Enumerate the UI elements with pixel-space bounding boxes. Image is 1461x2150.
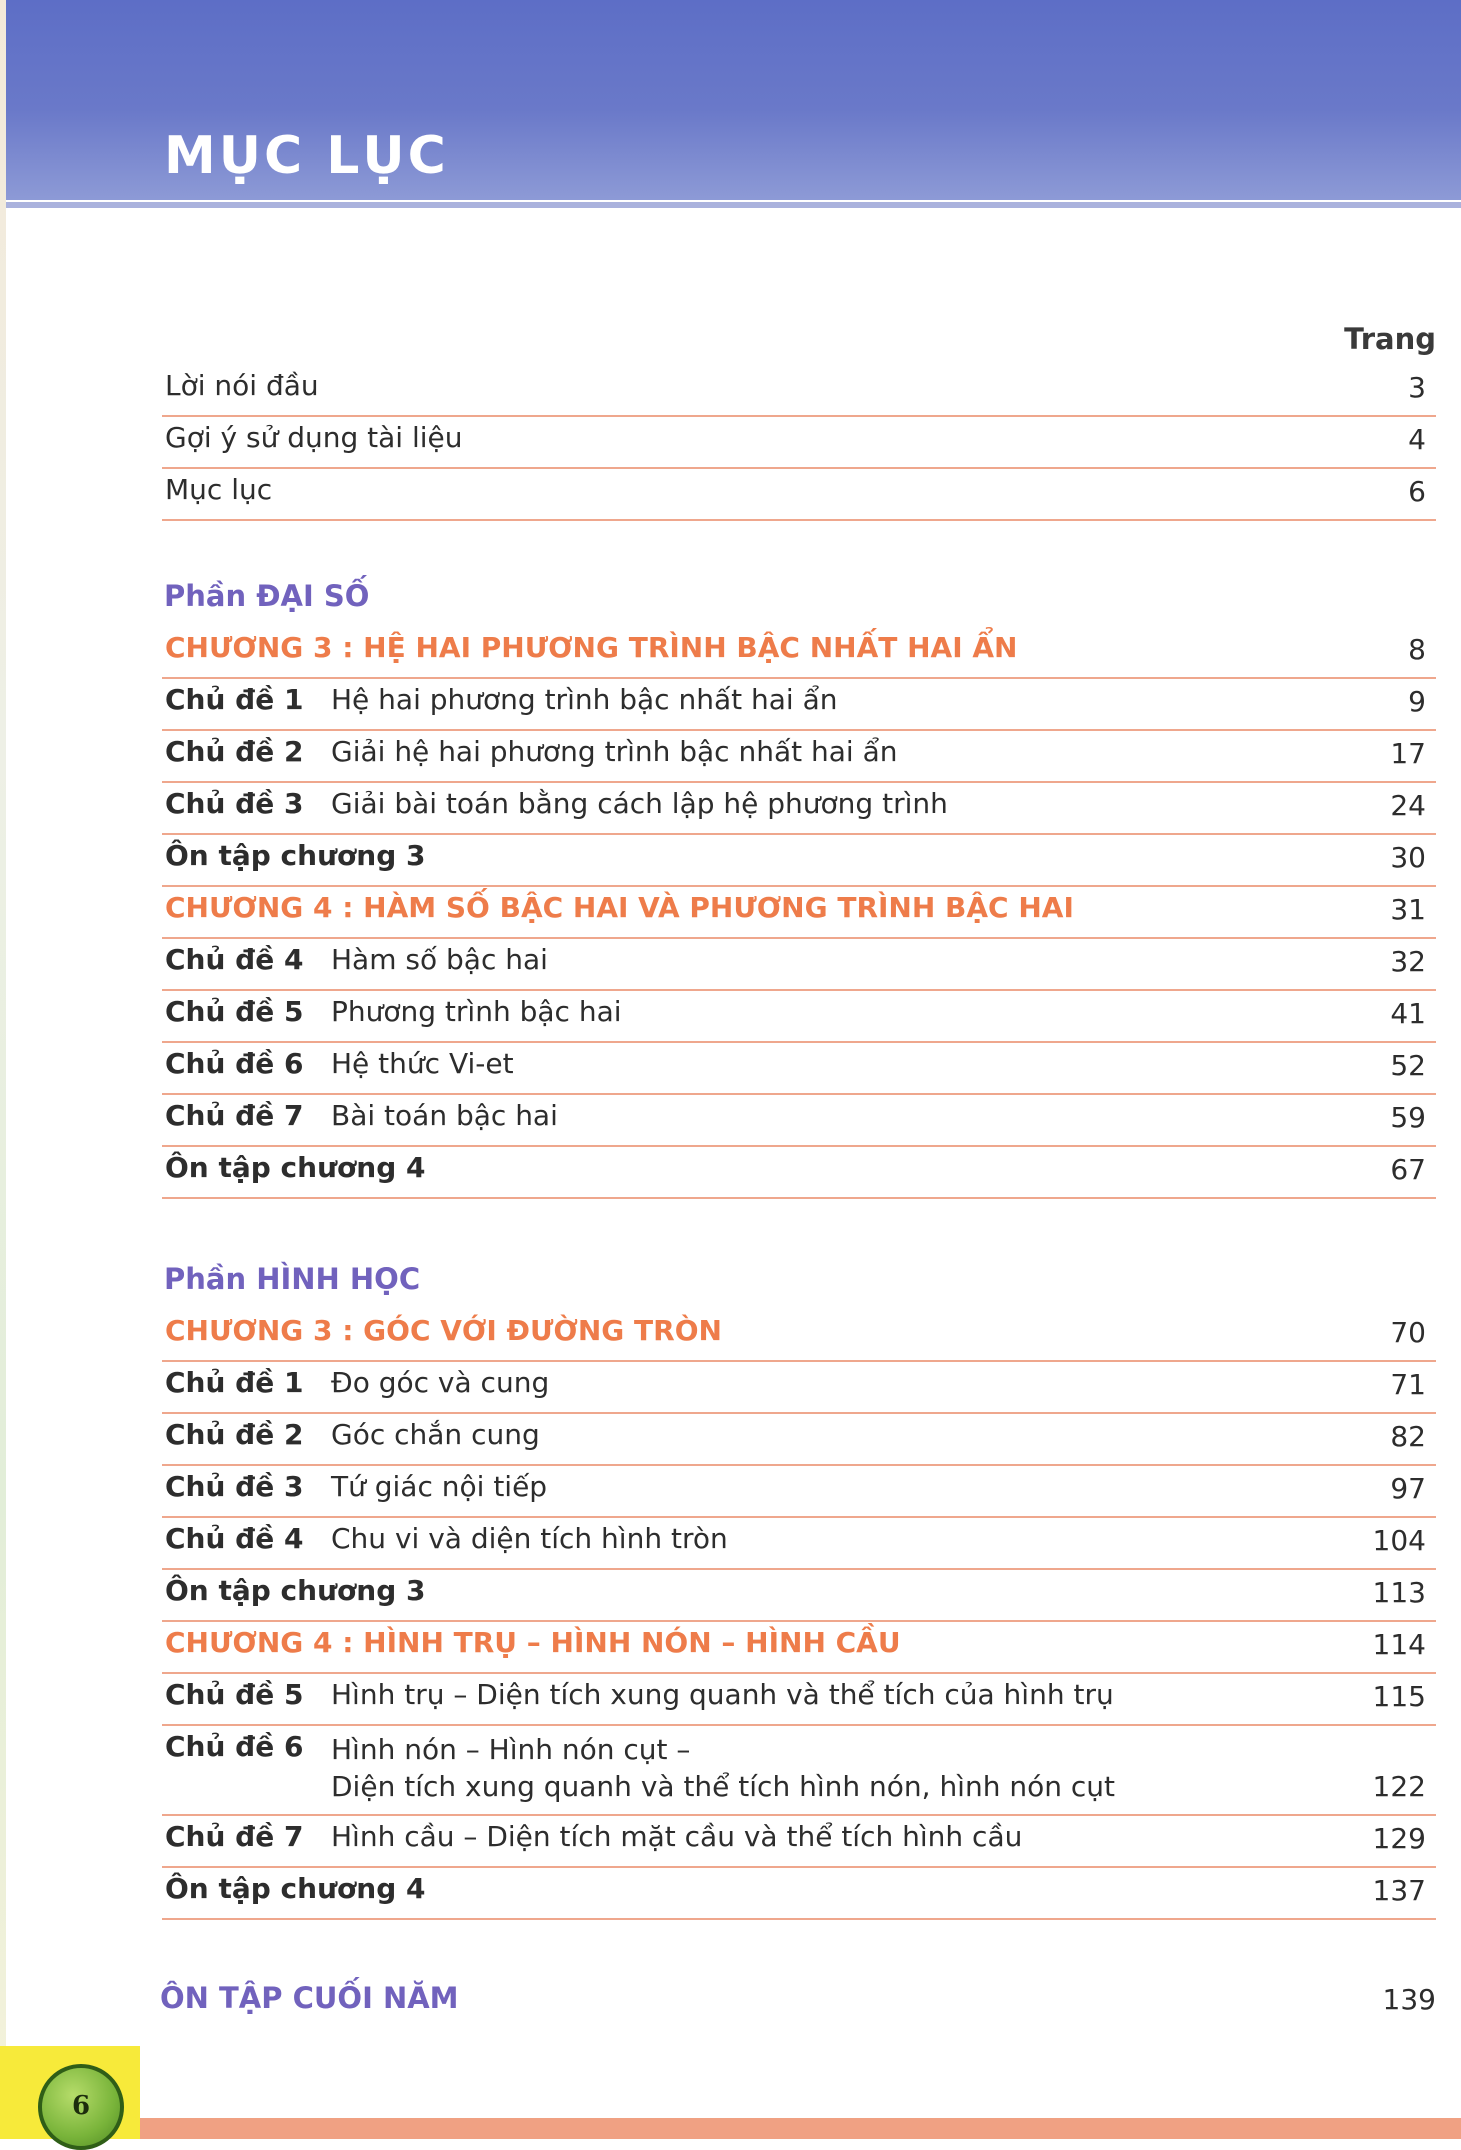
toc-row-topic[interactable] bbox=[162, 1726, 1436, 1816]
toc-row-chapter-review[interactable] bbox=[162, 835, 1436, 887]
chapter-label: CHƯƠNG 3 : GÓC VỚI ĐƯỜNG TRÒN bbox=[165, 1313, 722, 1347]
toc-row-topic[interactable] bbox=[162, 679, 1436, 731]
footer-bar bbox=[140, 2118, 1461, 2139]
toc-row-usage-guide[interactable] bbox=[162, 417, 1436, 469]
entry-page: 114 bbox=[1372, 1627, 1426, 1661]
topic-label: Chủ đề 6 bbox=[165, 1729, 304, 1763]
toc-row-topic[interactable] bbox=[162, 1043, 1436, 1095]
chapter-label: CHƯƠNG 4 : HÀM SỐ BẬC HAI VÀ PHƯƠNG TRÌNH BẬC HAI bbox=[165, 890, 1074, 924]
page-column-label: Trang bbox=[1344, 322, 1436, 356]
page-title: MỤC LỤC bbox=[164, 126, 449, 186]
entry-page: 115 bbox=[1372, 1679, 1426, 1713]
entry-page: 137 bbox=[1372, 1873, 1426, 1907]
topic-label: Chủ đề 2 bbox=[165, 1417, 304, 1451]
topic-label: Chủ đề 3 bbox=[165, 786, 304, 820]
topic-title: Góc chắn cung bbox=[331, 1417, 540, 1451]
topic-label: Chủ đề 7 bbox=[165, 1819, 304, 1853]
review-label: Ôn tập chương 3 bbox=[165, 838, 426, 872]
toc-row-topic[interactable] bbox=[162, 1674, 1436, 1726]
chapter-label: CHƯƠNG 3 : HỆ HAI PHƯƠNG TRÌNH BẬC NHẤT HAI ẨN bbox=[165, 630, 1018, 664]
toc-row-topic[interactable] bbox=[162, 939, 1436, 991]
topic-title-line-1: Hình nón – Hình nón cụt – bbox=[331, 1733, 691, 1766]
toc-row-preface[interactable] bbox=[162, 365, 1436, 417]
entry-label: Mục lục bbox=[165, 472, 273, 506]
entry-page: 129 bbox=[1372, 1821, 1426, 1855]
entry-page: 104 bbox=[1372, 1523, 1426, 1557]
page-edge bbox=[0, 0, 6, 2139]
topic-title: Phương trình bậc hai bbox=[331, 994, 622, 1028]
part-heading-geometry: Phần HÌNH HỌC bbox=[164, 1262, 421, 1296]
entry-page: 59 bbox=[1390, 1100, 1426, 1134]
entry-page: 9 bbox=[1408, 684, 1426, 718]
topic-label: Chủ đề 5 bbox=[165, 994, 304, 1028]
toc-row-chapter[interactable] bbox=[162, 627, 1436, 679]
topic-title: Đo góc và cung bbox=[331, 1365, 550, 1399]
topic-title: Giải bài toán bằng cách lập hệ phương trình bbox=[331, 786, 948, 820]
entry-page: 41 bbox=[1390, 996, 1426, 1030]
topic-title: Hệ hai phương trình bậc nhất hai ẩn bbox=[331, 682, 838, 716]
topic-title: Bài toán bậc hai bbox=[331, 1098, 558, 1132]
topic-label: Chủ đề 3 bbox=[165, 1469, 304, 1503]
entry-page: 32 bbox=[1390, 944, 1426, 978]
entry-page: 17 bbox=[1390, 736, 1426, 770]
toc-row-chapter-review[interactable] bbox=[162, 1147, 1436, 1199]
entry-page: 30 bbox=[1390, 840, 1426, 874]
toc-row-chapter-review[interactable] bbox=[162, 1868, 1436, 1920]
topic-title-line-2: Diện tích xung quanh và thể tích hình nón, hình nón cụt bbox=[331, 1770, 1115, 1803]
entry-page: 6 bbox=[1408, 474, 1426, 508]
entry-page: 82 bbox=[1390, 1419, 1426, 1453]
topic-label: Chủ đề 1 bbox=[165, 1365, 304, 1399]
toc-row-topic[interactable] bbox=[162, 783, 1436, 835]
review-label: Ôn tập chương 4 bbox=[165, 1871, 426, 1905]
entry-page: 24 bbox=[1390, 788, 1426, 822]
topic-label: Chủ đề 4 bbox=[165, 1521, 304, 1555]
review-label: Ôn tập chương 4 bbox=[165, 1150, 426, 1184]
entry-page: 122 bbox=[1372, 1769, 1426, 1803]
topic-title: Hình trụ – Diện tích xung quanh và thể tích của hình trụ bbox=[331, 1677, 1114, 1711]
entry-page: 70 bbox=[1390, 1315, 1426, 1349]
entry-page: 52 bbox=[1390, 1048, 1426, 1082]
entry-page: 113 bbox=[1372, 1575, 1426, 1609]
toc-row-topic[interactable] bbox=[162, 731, 1436, 783]
toc-row-topic[interactable] bbox=[162, 991, 1436, 1043]
topic-title: Hàm số bậc hai bbox=[331, 942, 548, 976]
toc-row-topic[interactable] bbox=[162, 1816, 1436, 1868]
toc-row-contents[interactable] bbox=[162, 469, 1436, 521]
toc-row-topic[interactable] bbox=[162, 1518, 1436, 1570]
part-heading-algebra: Phần ĐẠI SỐ bbox=[164, 579, 370, 613]
entry-page: 31 bbox=[1390, 892, 1426, 926]
chapter-label: CHƯƠNG 4 : HÌNH TRỤ – HÌNH NÓN – HÌNH CẦU bbox=[165, 1625, 901, 1659]
entry-page: 67 bbox=[1390, 1152, 1426, 1186]
entry-page: 3 bbox=[1408, 370, 1426, 404]
topic-title: Hình cầu – Diện tích mặt cầu và thể tích hình cầu bbox=[331, 1819, 1023, 1853]
toc-row-chapter[interactable] bbox=[162, 1622, 1436, 1674]
toc-row-topic[interactable] bbox=[162, 1095, 1436, 1147]
topic-label: Chủ đề 5 bbox=[165, 1677, 304, 1711]
topic-title: Tứ giác nội tiếp bbox=[331, 1469, 548, 1503]
entry-label: Lời nói đầu bbox=[165, 368, 319, 402]
topic-label: Chủ đề 4 bbox=[165, 942, 304, 976]
topic-title bbox=[331, 1731, 1115, 1805]
entry-page: 97 bbox=[1390, 1471, 1426, 1505]
year-review-page: 139 bbox=[1382, 1983, 1436, 2016]
topic-label: Chủ đề 7 bbox=[165, 1098, 304, 1132]
toc-row-topic[interactable] bbox=[162, 1362, 1436, 1414]
toc-row-topic[interactable] bbox=[162, 1466, 1436, 1518]
entry-page: 4 bbox=[1408, 422, 1426, 456]
entry-page: 71 bbox=[1390, 1367, 1426, 1401]
toc-row-chapter[interactable] bbox=[162, 1310, 1436, 1362]
topic-title: Chu vi và diện tích hình tròn bbox=[331, 1521, 728, 1555]
topic-label: Chủ đề 2 bbox=[165, 734, 304, 768]
toc-row-topic[interactable] bbox=[162, 1414, 1436, 1466]
header-divider bbox=[6, 202, 1461, 208]
review-label: Ôn tập chương 3 bbox=[165, 1573, 426, 1607]
topic-title: Hệ thức Vi-et bbox=[331, 1046, 514, 1080]
topic-title: Giải hệ hai phương trình bậc nhất hai ẩn bbox=[331, 734, 898, 768]
topic-label: Chủ đề 1 bbox=[165, 682, 304, 716]
topic-label: Chủ đề 6 bbox=[165, 1046, 304, 1080]
entry-label: Gợi ý sử dụng tài liệu bbox=[165, 420, 463, 454]
toc-row-chapter[interactable] bbox=[162, 887, 1436, 939]
entry-page: 8 bbox=[1408, 632, 1426, 666]
toc-row-chapter-review[interactable] bbox=[162, 1570, 1436, 1622]
year-review-heading[interactable]: ÔN TẬP CUỐI NĂM bbox=[160, 1981, 459, 2015]
page-number-badge: 6 bbox=[38, 2064, 124, 2150]
